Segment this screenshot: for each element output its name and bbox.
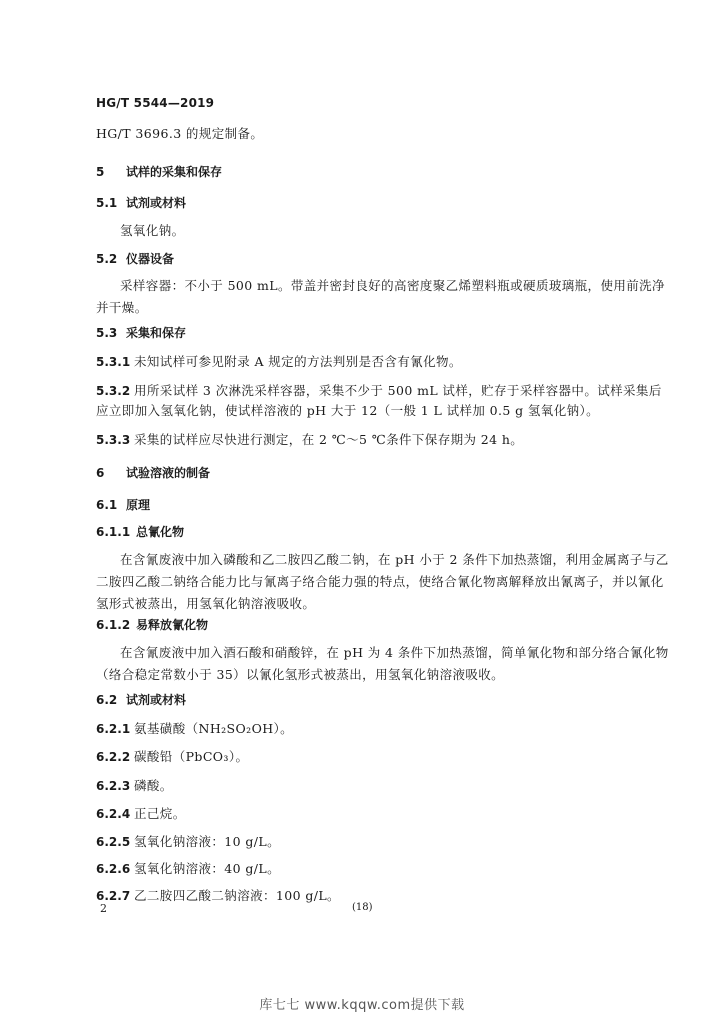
page-number: 2 <box>100 902 107 915</box>
list-item <box>96 803 186 822</box>
list-item <box>96 775 173 794</box>
section-title: 试验溶液的制备 <box>126 466 211 480</box>
section-5-2-heading <box>96 250 174 267</box>
clause-text: 氨基磺酸（NH₂SO₂OH）。 <box>134 721 294 736</box>
clause-number: 6.2.5 <box>96 835 131 849</box>
section-number: 6 <box>96 466 105 480</box>
list-item <box>96 885 340 904</box>
section-number: 5 <box>96 165 105 179</box>
section-title: 总氰化物 <box>136 525 185 539</box>
clause-number: 5.3.1 <box>96 355 131 369</box>
section-number: 6.2 <box>96 693 118 707</box>
clause-number: 6.2.4 <box>96 807 131 821</box>
clause-5-3-1 <box>96 351 462 370</box>
clause-number: 6.2.2 <box>96 750 131 764</box>
clause-text: 碳酸铅（PbCO₃）。 <box>134 749 249 764</box>
intro-line: HG/T 3696.3 的规定制备。 <box>96 126 264 141</box>
standard-number: HG/T 5544—2019 <box>96 96 215 110</box>
paragraph-line: 并干燥。 <box>96 300 148 315</box>
paragraph-line: （络合稳定常数小于 35）以氰化氢形式被蒸出，用氢氧化钠溶液吸收。 <box>96 667 505 682</box>
section-number: 5.3 <box>96 326 118 340</box>
paragraph-line: 在含氰废液中加入磷酸和乙二胺四乙酸二钠，在 pH 小于 2 条件下加热蒸馏，利用金属离子与乙 <box>120 552 669 567</box>
clause-text: 未知试样可参见附录 A 规定的方法判别是否含有氰化物。 <box>134 354 462 369</box>
clause-text: 用所采试样 3 次淋洗采样容器，采集不少于 500 mL 试样，贮存于采样容器中。试样采集后 <box>134 383 662 398</box>
paragraph: 氢氧化钠。 <box>120 223 185 238</box>
section-6-2-heading <box>96 691 186 708</box>
section-6-1-2-heading <box>96 616 208 633</box>
clause-text: 磷酸。 <box>134 778 173 793</box>
section-number: 6.1.1 <box>96 525 131 539</box>
section-5-1-heading <box>96 194 186 211</box>
clause-text: 采集的试样应尽快进行测定，在 2 ℃～5 ℃条件下保存期为 24 h。 <box>134 432 524 447</box>
section-title: 采集和保存 <box>126 326 187 340</box>
clause-text: 氢氧化钠溶液：40 g/L。 <box>134 861 280 876</box>
section-number: 5.2 <box>96 252 118 266</box>
download-watermark: 库七七 www.kqqw.com提供下载 <box>259 998 465 1013</box>
section-title: 试剂或材料 <box>126 693 187 707</box>
clause-text: 乙二胺四乙酸二钠溶液：100 g/L。 <box>134 888 340 903</box>
section-6-heading <box>96 464 210 481</box>
paragraph-line: 氢形式被蒸出，用氢氧化钠溶液吸收。 <box>96 596 316 611</box>
section-5-heading <box>96 163 222 180</box>
section-6-1-1-heading <box>96 523 184 540</box>
clause-text: 正己烷。 <box>134 806 186 821</box>
section-6-1-heading <box>96 496 150 513</box>
clause-5-3-2 <box>96 380 662 399</box>
paragraph-line: 在含氰废液中加入酒石酸和硝酸锌，在 pH 为 4 条件下加热蒸馏，简单氰化物和部分络合氰化物 <box>120 645 669 660</box>
paragraph-line: 采样容器：不小于 500 mL。带盖并密封良好的高密度聚乙烯塑料瓶或硬质玻璃瓶，使用前洗净 <box>120 278 665 293</box>
clause-text: 氢氧化钠溶液：10 g/L。 <box>134 834 280 849</box>
paragraph-line: 二胺四乙酸二钠络合能力比与氰离子络合能力强的特点，使络合氰化物离解释放出氰离子，并以氰化 <box>96 574 664 589</box>
list-item <box>96 746 248 765</box>
list-item <box>96 858 280 877</box>
list-item <box>96 831 280 850</box>
clause-number: 6.2.1 <box>96 722 131 736</box>
section-number: 6.1.2 <box>96 618 131 632</box>
clause-number: 6.2.3 <box>96 779 131 793</box>
section-title: 原理 <box>126 498 151 512</box>
section-title: 试剂或材料 <box>126 196 187 210</box>
list-item <box>96 718 293 737</box>
page-marker: (18) <box>352 902 373 913</box>
section-5-3-heading <box>96 324 186 341</box>
clause-number: 5.3.3 <box>96 433 131 447</box>
clause-number: 6.2.6 <box>96 862 131 876</box>
clause-number: 5.3.2 <box>96 384 131 398</box>
section-number: 5.1 <box>96 196 118 210</box>
section-title: 试样的采集和保存 <box>126 165 223 179</box>
section-title: 易释放氰化物 <box>136 618 209 632</box>
clause-number: 6.2.7 <box>96 889 131 903</box>
section-number: 6.1 <box>96 498 118 512</box>
clause-continuation: 应立即加入氢氧化钠，使试样溶液的 pH 大于 12（一般 1 L 试样加 0.5 g 氢氧化钠）。 <box>96 403 600 418</box>
clause-5-3-3 <box>96 429 523 448</box>
section-title: 仪器设备 <box>126 252 175 266</box>
